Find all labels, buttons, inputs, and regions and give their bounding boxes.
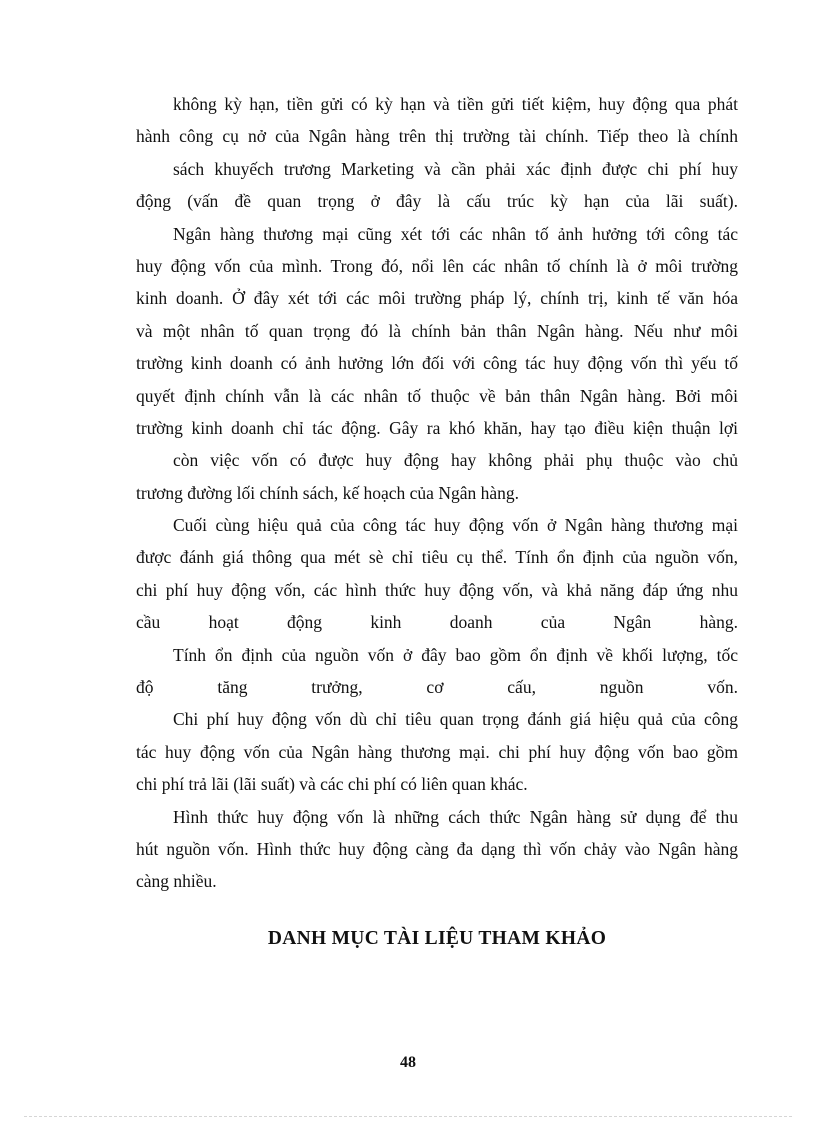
text-line: sách khuyếch trương Marketing và cần phải xác định được chi phí huy — [173, 158, 738, 179]
text-line: chi phí huy động vốn, các hình thức huy động vốn, và khả năng đáp ứng nhu — [136, 579, 738, 600]
text-line: độ tăng trưởng, cơ cấu, nguồn vốn. — [136, 677, 738, 698]
text-line: chi phí trả lãi (lãi suất) và các chi phí có liên quan khác. — [136, 774, 528, 795]
text-line: càng nhiều. — [136, 871, 217, 892]
text-line: động (vấn đề quan trọng ở đây là cấu trúc kỳ hạn của lãi suất). — [136, 191, 738, 212]
text-line: hành công cụ nở của Ngân hàng trên thị trường tài chính. Tiếp theo là chính — [136, 126, 738, 147]
text-line: cầu hoạt động kinh doanh của Ngân hàng. — [136, 612, 738, 633]
text-line: Ngân hàng thương mại cũng xét tới các nhân tố ảnh hưởng tới công tác — [173, 223, 738, 244]
references-heading: DANH MỤC TÀI LIỆU THAM KHẢO — [267, 928, 607, 949]
text-line: hút nguồn vốn. Hình thức huy động càng đa dạng thì vốn chảy vào Ngân hàng — [136, 838, 738, 859]
text-line: và một nhân tố quan trọng đó là chính bản thân Ngân hàng. Nếu như môi — [136, 320, 738, 341]
text-line: Hình thức huy động vốn là những cách thức Ngân hàng sử dụng để thu — [173, 806, 738, 827]
text-line: được đánh giá thông qua mét sè chỉ tiêu cụ thể. Tính ổn định của nguồn vốn, — [136, 547, 738, 568]
text-line: kinh doanh. Ở đây xét tới các môi trường pháp lý, chính trị, kinh tế văn hóa — [136, 288, 738, 309]
text-line: quyết định chính vẫn là các nhân tố thuộc về bản thân Ngân hàng. Bởi môi — [136, 385, 738, 406]
text-line: còn việc vốn có được huy động hay không phải phụ thuộc vào chủ — [173, 450, 738, 471]
page-number: 48 — [400, 1054, 416, 1071]
text-line: trương đường lối chính sách, kế hoạch của Ngân hàng. — [136, 482, 520, 503]
body-text — [136, 88, 738, 898]
text-line: Tính ổn định của nguồn vốn ở đây bao gồm ổn định về khối lượng, tốc — [173, 644, 738, 665]
text-line: không kỳ hạn, tiền gửi có kỳ hạn và tiền gửi tiết kiệm, huy động qua phát — [173, 94, 738, 114]
text-line: trường kinh doanh chỉ tác động. Gây ra khó khăn, hay tạo điều kiện thuận lợi — [136, 417, 738, 438]
text-line: Cuối cùng hiệu quả của công tác huy động vốn ở Ngân hàng thương mại — [173, 515, 738, 536]
text-line: Chi phí huy động vốn dù chỉ tiêu quan trọng đánh giá hiệu quả của công — [173, 709, 738, 730]
text-line: tác huy động vốn của Ngân hàng thương mại. chi phí huy động vốn bao gồm — [136, 741, 738, 762]
page-bottom-divider — [24, 1116, 792, 1117]
text-line: trường kinh doanh có ảnh hưởng lớn đối với công tác huy động vốn thì yếu tố — [136, 353, 738, 374]
text-line: huy động vốn của mình. Trong đó, nổi lên các nhân tố chính là ở môi trường — [136, 255, 738, 276]
